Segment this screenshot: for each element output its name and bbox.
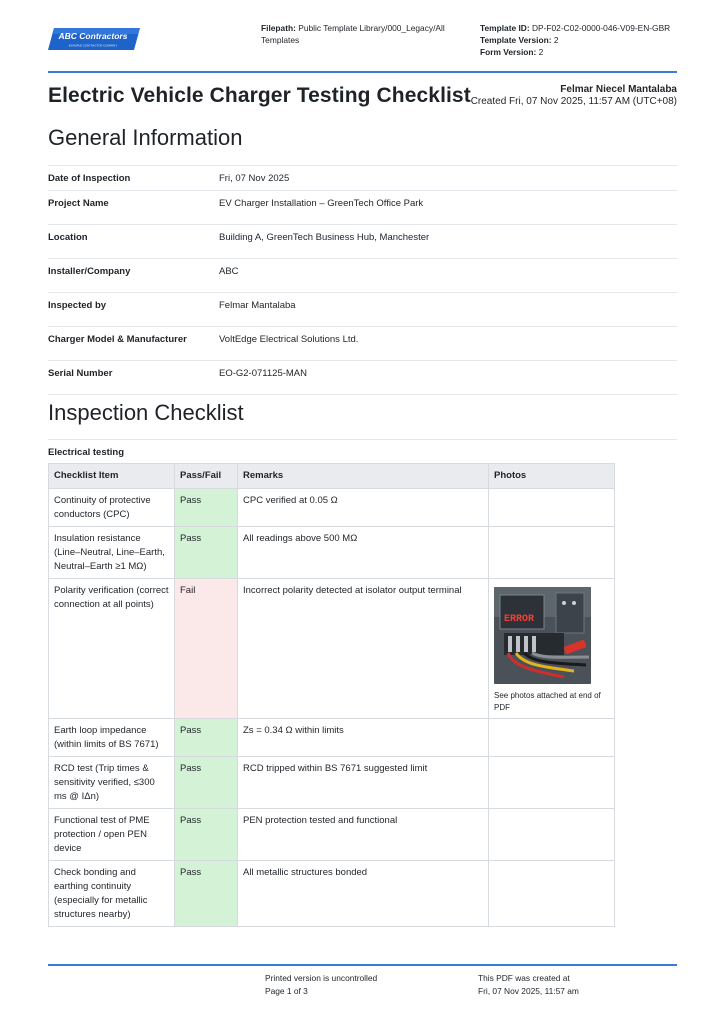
info-value: Fri, 07 Nov 2025 <box>219 173 290 184</box>
result-pass: Pass <box>175 527 238 579</box>
info-row-date <box>48 165 677 190</box>
info-row-serial <box>48 360 677 395</box>
template-meta-block <box>480 22 680 58</box>
author-block <box>471 84 677 108</box>
info-value: ABC <box>219 266 239 277</box>
template-version-label: Template Version: <box>480 35 552 45</box>
info-label: Project Name <box>48 198 109 209</box>
remarks: Incorrect polarity detected at isolator output terminal <box>238 579 489 719</box>
table-row <box>49 757 615 809</box>
photos-cell <box>489 527 615 579</box>
info-row-charger-model <box>48 326 677 360</box>
result-pass: Pass <box>175 861 238 927</box>
result-pass: Pass <box>175 489 238 527</box>
info-row-project <box>48 190 677 224</box>
result-fail: Fail <box>175 579 238 719</box>
photos-cell <box>489 757 615 809</box>
general-info-table <box>48 165 677 395</box>
error-display-text: ERROR <box>504 614 535 625</box>
section-divider <box>48 439 677 440</box>
column-header-item: Checklist Item <box>49 464 175 489</box>
template-id-label: Template ID: <box>480 23 530 33</box>
remarks: All readings above 500 MΩ <box>238 527 489 579</box>
document-title: Electric Vehicle Charger Testing Checklist <box>48 84 471 107</box>
table-header-row <box>49 464 615 489</box>
inspection-checklist-heading: Inspection Checklist <box>48 400 244 425</box>
info-label: Inspected by <box>48 300 107 311</box>
electrical-testing-subheading: Electrical testing <box>48 447 125 458</box>
created-timestamp: Created Fri, 07 Nov 2025, 11:57 AM (UTC+08) <box>470 96 677 107</box>
info-label: Date of Inspection <box>48 173 131 184</box>
checklist-item: Polarity verification (correct connection at all points) <box>49 579 175 719</box>
filepath-value: Public Template Library/000_Legacy/All <box>298 23 445 33</box>
info-row-location <box>48 224 677 258</box>
info-row-installer <box>48 258 677 292</box>
info-value: EO-G2-071125-MAN <box>219 368 307 379</box>
company-logo <box>48 26 140 52</box>
checklist-item: Earth loop impedance (within limits of BS 7671) <box>49 719 175 757</box>
column-header-remarks: Remarks <box>238 464 489 489</box>
info-label: Installer/Company <box>48 266 131 277</box>
column-header-result: Pass/Fail <box>175 464 238 489</box>
photos-cell <box>489 719 615 757</box>
checklist-item: Continuity of protective conductors (CPC) <box>49 489 175 527</box>
logo-text: ABC Contractors <box>58 31 128 41</box>
filepath-block <box>261 22 466 46</box>
photo-note: See photos attached at end of PDF <box>494 691 601 712</box>
form-version-label: Form Version: <box>480 47 537 57</box>
remarks: RCD tripped within BS 7671 suggested limit <box>238 757 489 809</box>
checklist-table <box>48 463 615 927</box>
checklist-item: Functional test of PME protection / open PEN device <box>49 809 175 861</box>
column-header-photos: Photos <box>489 464 615 489</box>
checklist-item: Insulation resistance (Line–Neutral, Line–Earth, Neutral–Earth ≥1 MΩ) <box>49 527 175 579</box>
template-version-value: 2 <box>553 35 559 45</box>
info-value: VoltEdge Electrical Solutions Ltd. <box>219 334 359 345</box>
footer-left <box>265 972 377 998</box>
table-row <box>49 809 615 861</box>
pdf-created-time: Fri, 07 Nov 2025, 11:57 am <box>478 986 579 996</box>
page-number: Page 1 of 3 <box>265 986 308 996</box>
photos-cell <box>489 861 615 927</box>
checklist-item: Check bonding and earthing continuity (especially for metallic structures nearby) <box>49 861 175 927</box>
table-row <box>49 579 615 719</box>
filepath-label: Filepath: <box>261 23 296 33</box>
info-label: Charger Model & Manufacturer <box>48 334 187 345</box>
info-label: Serial Number <box>48 368 113 379</box>
photos-cell <box>489 489 615 527</box>
result-pass: Pass <box>175 757 238 809</box>
filepath-value-continued: Templates <box>261 35 300 45</box>
table-row <box>49 719 615 757</box>
photos-cell <box>489 809 615 861</box>
author-name: Felmar Niecel Mantalaba <box>560 84 677 95</box>
pdf-created-note: This PDF was created at <box>478 973 570 983</box>
remarks: All metallic structures bonded <box>238 861 489 927</box>
header-divider <box>48 71 677 73</box>
uncontrolled-note: Printed version is uncontrolled <box>265 973 378 983</box>
info-row-inspector <box>48 292 677 326</box>
result-pass: Pass <box>175 719 238 757</box>
info-value: Building A, GreenTech Business Hub, Manchester <box>219 232 430 243</box>
general-information-heading: General Information <box>48 125 243 150</box>
result-pass: Pass <box>175 809 238 861</box>
form-version-value: 2 <box>538 47 544 57</box>
info-label: Location <box>48 232 88 243</box>
info-value: Felmar Mantalaba <box>219 300 296 311</box>
footer-right <box>478 972 579 998</box>
table-row <box>49 527 615 579</box>
footer-divider <box>48 964 677 966</box>
logo-tagline: EXAMPLE CONTRACTOR COMPANY <box>68 43 118 48</box>
inspection-photo[interactable] <box>494 587 591 684</box>
remarks: Zs = 0.34 Ω within limits <box>238 719 489 757</box>
template-id-value: DP-F02-C02-0000-046-V09-EN-GBR <box>531 23 671 33</box>
table-row <box>49 489 615 527</box>
photos-cell <box>489 579 615 719</box>
table-row <box>49 861 615 927</box>
checklist-item: RCD test (Trip times & sensitivity verified, ≤300 ms @ IΔn) <box>49 757 175 809</box>
info-value: EV Charger Installation – GreenTech Office Park <box>219 198 424 209</box>
remarks: CPC verified at 0.05 Ω <box>238 489 489 527</box>
remarks: PEN protection tested and functional <box>238 809 489 861</box>
